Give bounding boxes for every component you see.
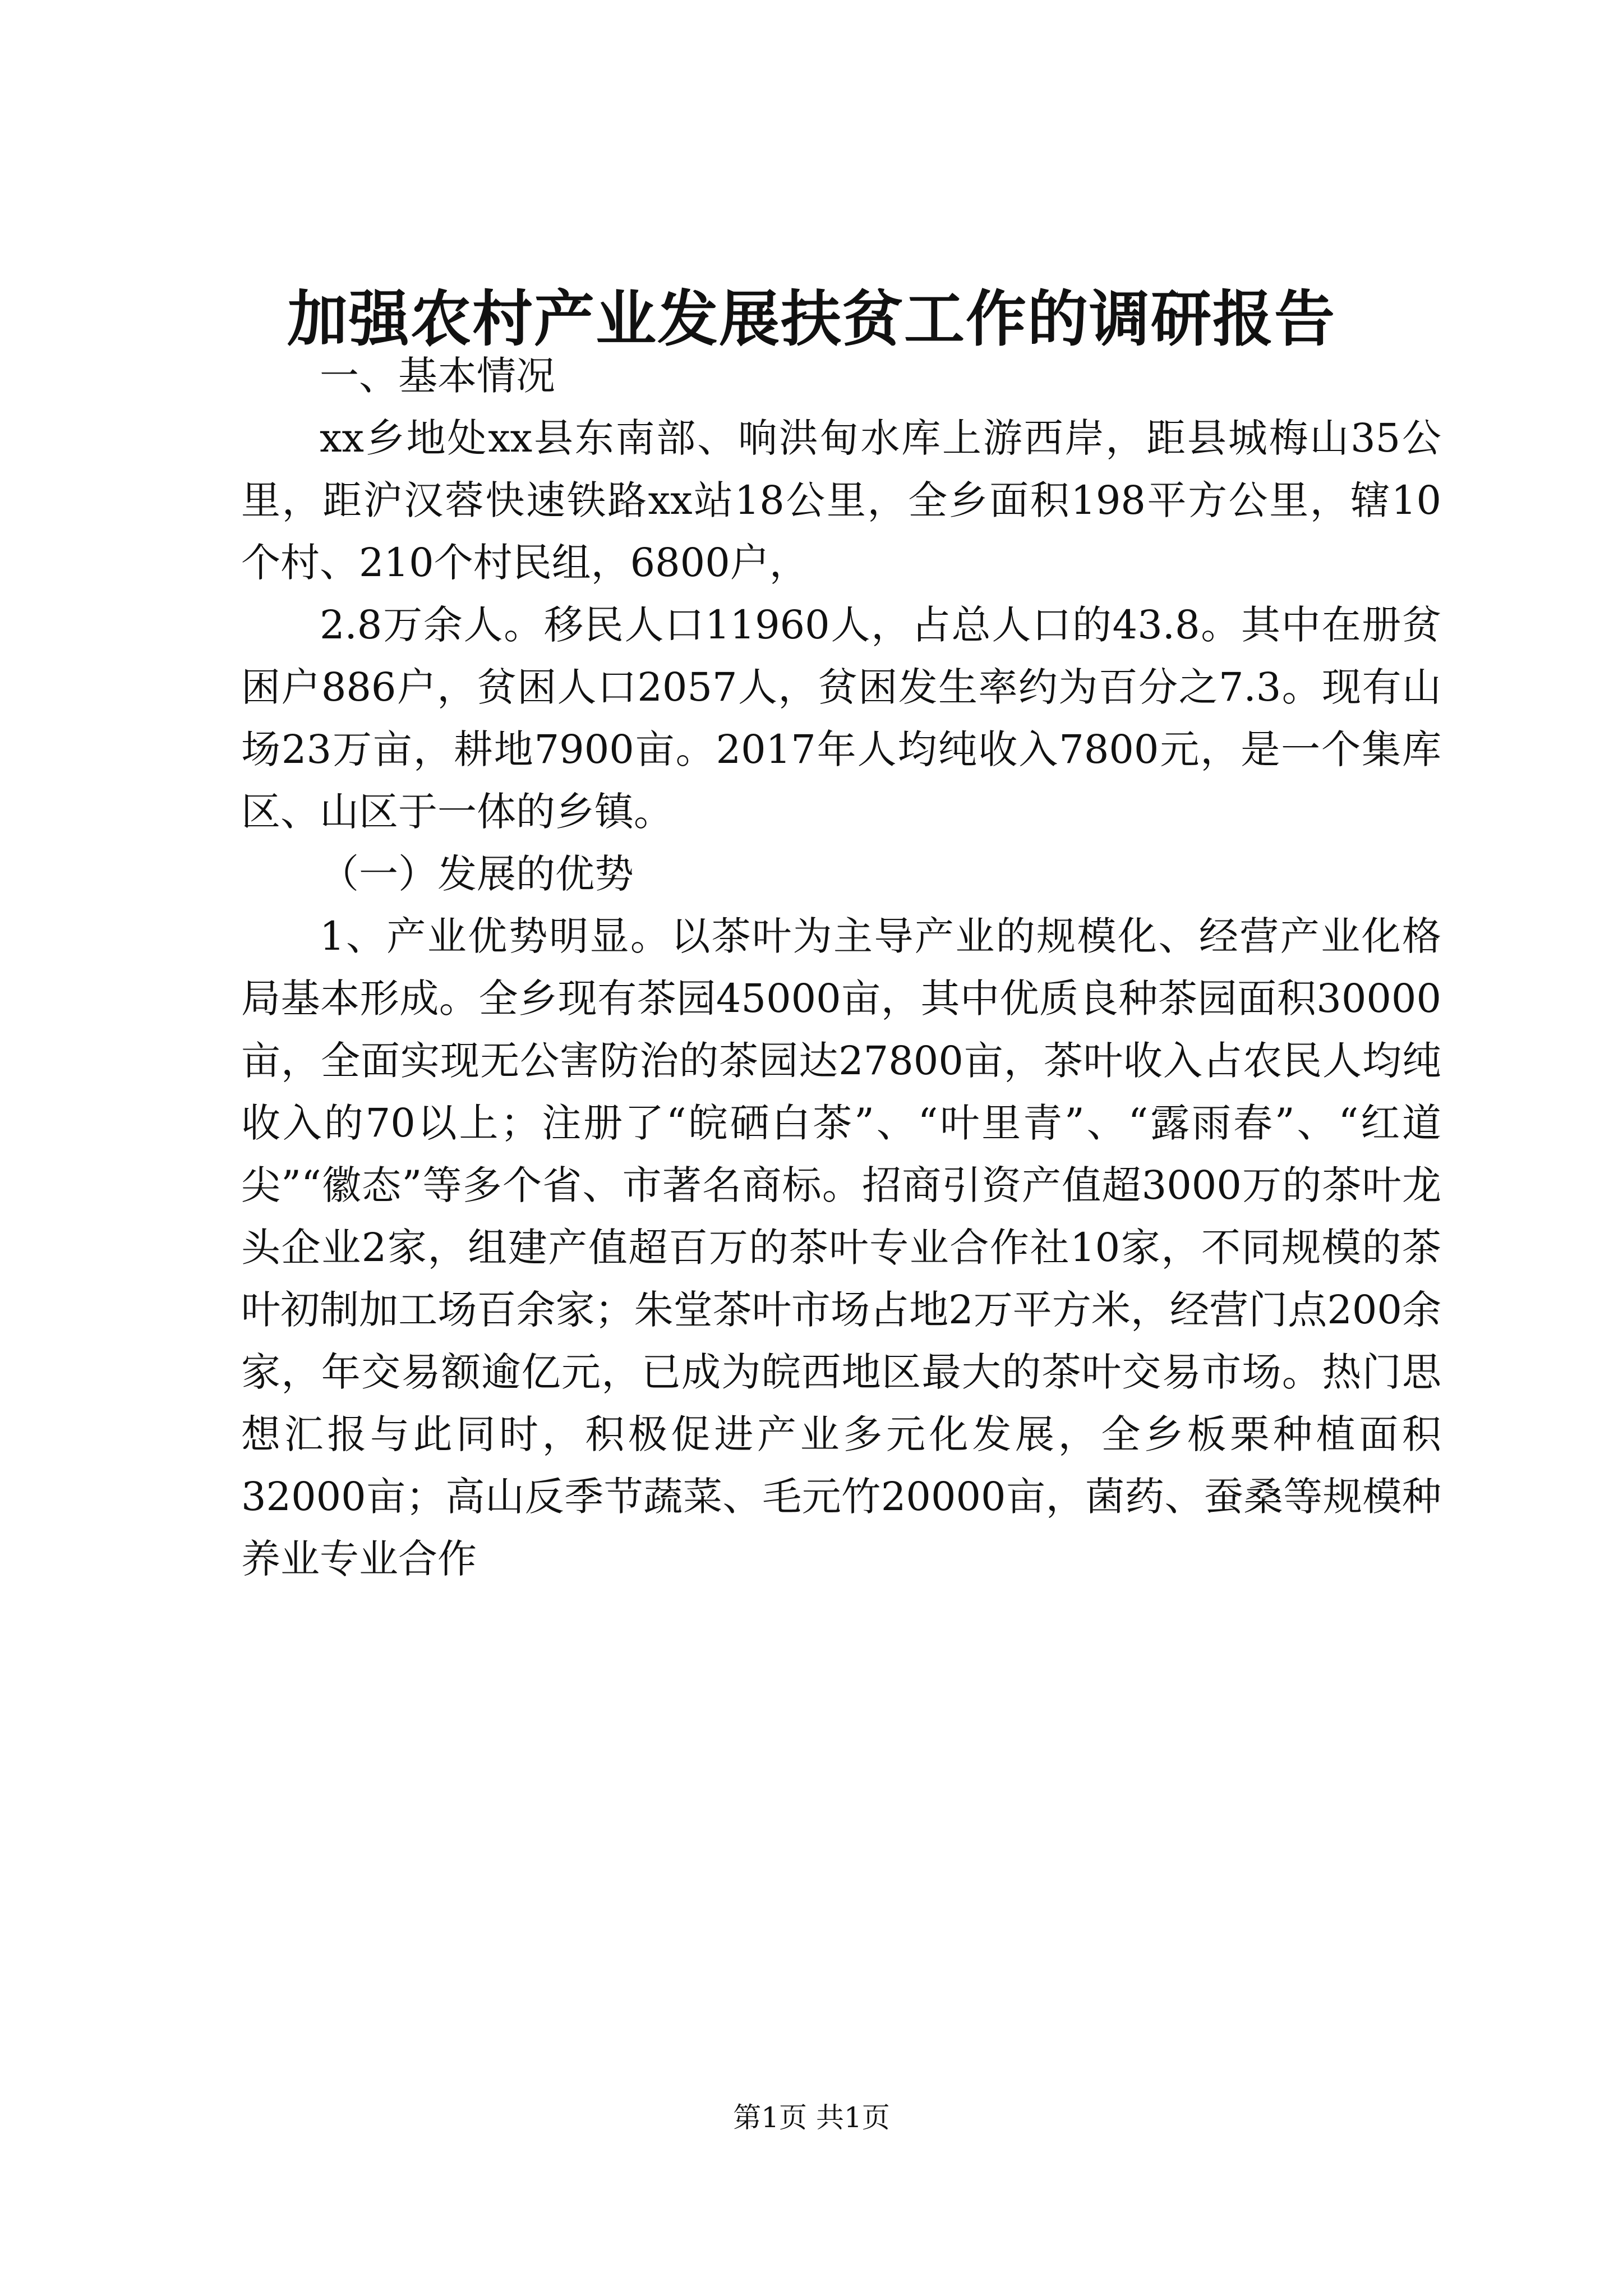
paragraph: xx乡地处xx县东南部、响洪甸水库上游西岸，距县城梅山35公里，距沪汉蓉快速铁路xx站18公里，全乡面积198平方公里，辖10个村、210个村民组，6800户， [241,415,1441,586]
document-title: 加强农村产业发展扶贫工作的调研报告 [287,284,1336,355]
subsection-heading: （一）发展的优势 [320,851,634,897]
page-footer: 第1页 共1页 [733,2101,890,2134]
paragraph: 2.8万余人。移民人口11960人，占总人口的43.8。其中在册贫困户886户，贫困人口2057人，贫困发生率约为百分之7.3。现有山场23万亩，耕地7900亩。2017年人均纯收入7800元，是一个集库区、山区于一体的乡镇。 [241,602,1441,835]
paragraph: 1、产业优势明显。以茶叶为主导产业的规模化、经营产业化格局基本形成。全乡现有茶园45000亩，其中优质良种茶园面积30000亩，全面实现无公害防治的茶园达27800亩，茶叶收入占农民人均纯收入的70以上；注册了“皖硒白茶”、“叶里青”、“露雨春”、“红道尖”“徽态”等多个省、市著名商标。招商引资产值超3000万的茶叶龙头企业2家，组建产值超百万的茶叶专业合作社10家，不同规模的茶叶初制加工场百余家；朱堂茶叶市场占地2万平方米，经营门点200余家，年交易额逾亿元，已成为皖西地区最大的茶叶交易市场。热门思想汇报与此同时，积极促进产业多元化发展，全乡板栗种植面积32000亩；高山反季节蔬菜、毛元竹20000亩，菌药、蚕桑等规模种养业专业合作 [241,913,1441,1582]
section-heading: 一、基本情况 [320,353,555,399]
document-body [241,345,1441,1590]
